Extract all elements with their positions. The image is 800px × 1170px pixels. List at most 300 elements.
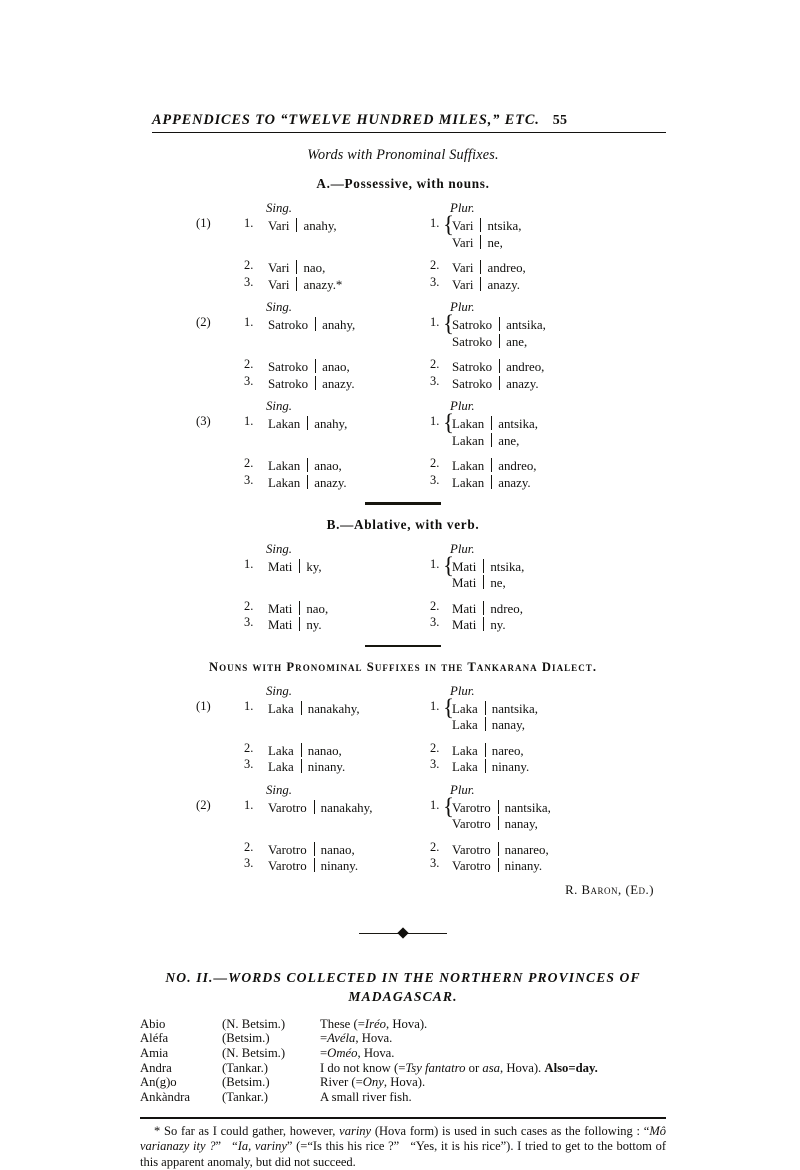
brace-glyph: { xyxy=(443,212,455,238)
column-rule xyxy=(491,433,492,447)
column-rule xyxy=(480,235,481,249)
paradigm-stem: Mati xyxy=(452,576,477,591)
paradigm-person-number: 2. xyxy=(244,357,254,372)
footnote-rule xyxy=(140,1117,666,1119)
column-header-singular: Sing. xyxy=(266,782,292,797)
paradigm-stem: Vari xyxy=(452,235,474,250)
paradigm-person-number: 1. xyxy=(430,216,440,231)
brace-glyph: { xyxy=(443,410,455,436)
column-rule xyxy=(301,701,302,715)
paradigm-cell xyxy=(268,275,342,293)
paradigm-stem: Mati xyxy=(452,601,477,616)
page-number: 55 xyxy=(552,113,568,128)
paradigm-suffix: anazy. xyxy=(487,277,520,292)
column-header-singular: Sing. xyxy=(266,300,292,315)
paradigm-row xyxy=(140,374,666,391)
paradigm-row xyxy=(140,741,666,758)
word-list-dialect: (Tankar.) xyxy=(222,1060,268,1075)
paradigm-suffix: ny. xyxy=(490,618,506,633)
paradigm-suffix: ninany. xyxy=(491,760,530,775)
paradigm-stem: Lakan xyxy=(268,475,301,490)
paradigm-suffix: antsika, xyxy=(498,417,538,432)
paradigm-stem: Satroko xyxy=(452,334,493,349)
column-header-plural: Plur. xyxy=(450,300,475,315)
paradigm-cell xyxy=(268,456,342,474)
column-rule xyxy=(499,376,500,390)
paradigm-group xyxy=(140,300,666,390)
paradigm-group xyxy=(140,542,666,632)
word-list-headword: Amia xyxy=(140,1045,169,1060)
paradigm-suffix: anazy. xyxy=(322,376,355,391)
paradigm-suffix: anao, xyxy=(322,360,350,375)
running-head-title: APPENDICES TO “TWELVE HUNDRED MILES,” ETC. xyxy=(152,112,540,128)
paradigm-group xyxy=(140,201,666,291)
paradigm-stem: Laka xyxy=(268,743,294,758)
column-rule xyxy=(480,277,481,291)
paradigm-cell xyxy=(452,699,538,717)
paradigm-suffix: anazy.* xyxy=(303,277,343,292)
paradigm-cell xyxy=(452,798,551,816)
paradigm-person-number: 2. xyxy=(244,740,254,755)
paradigm-row xyxy=(140,573,666,590)
word-list-dialect: (N. Betsim.) xyxy=(222,1016,286,1031)
column-rule xyxy=(498,858,499,872)
paradigm-stem: Vari xyxy=(268,277,290,292)
column-header-singular: Sing. xyxy=(266,201,292,216)
paradigm-stem: Satroko xyxy=(452,376,493,391)
paradigm-stem: Vari xyxy=(452,261,474,276)
paradigm-row xyxy=(140,357,666,374)
heading-ablative: B.—Ablative, with verb. xyxy=(326,516,480,532)
paradigm-person-number: 2. xyxy=(430,258,440,273)
paradigm-row xyxy=(140,814,666,831)
column-rule xyxy=(499,359,500,373)
paradigm-suffix: ninany. xyxy=(504,859,543,874)
paradigm-suffix: nanao, xyxy=(320,842,355,857)
paradigm-row xyxy=(140,275,666,292)
paradigm-person-number: 2. xyxy=(244,258,254,273)
paradigm-cell xyxy=(268,798,372,816)
paradigm-cell xyxy=(268,315,355,333)
brace-glyph: { xyxy=(443,694,455,720)
column-rule xyxy=(498,800,499,814)
paradigm-cell xyxy=(452,757,529,775)
paradigm-suffix: nantsika, xyxy=(504,800,551,815)
word-list-row xyxy=(140,1090,666,1105)
paradigm-suffix: ky, xyxy=(306,559,322,574)
paradigm-person-number: 2. xyxy=(430,357,440,372)
paradigm-row xyxy=(140,757,666,774)
paradigm-row xyxy=(140,258,666,275)
paradigm-suffix: anazy. xyxy=(314,475,347,490)
paradigm-stem: Vari xyxy=(268,219,290,234)
column-rule xyxy=(491,475,492,489)
paradigm-cell xyxy=(452,615,506,633)
paradigm-stem: Varotro xyxy=(452,859,491,874)
paradigm-suffix: ndreo, xyxy=(490,601,523,616)
column-rule xyxy=(314,858,315,872)
paradigm-person-number: 2. xyxy=(244,598,254,613)
paradigm-suffix: nanakahy, xyxy=(307,701,360,716)
paradigm-cell xyxy=(452,216,522,234)
paradigm-person-number: 1. xyxy=(430,315,440,330)
paradigm-list-tankarana xyxy=(140,684,666,873)
paradigm-row xyxy=(140,856,666,873)
column-rule xyxy=(315,376,316,390)
column-rule xyxy=(499,334,500,348)
paradigm-cell xyxy=(268,374,355,392)
paradigm-cell xyxy=(452,233,503,251)
paradigm-column-headers xyxy=(140,783,666,798)
word-list-headword: Abio xyxy=(140,1016,166,1031)
paradigm-person-number: 2. xyxy=(430,839,440,854)
paradigm-suffix: nantsika, xyxy=(491,701,538,716)
paradigm-cell xyxy=(268,414,347,432)
paradigm-person-number: 3. xyxy=(244,615,254,630)
paradigm-rows xyxy=(140,311,666,391)
word-list-gloss: River (=Ony, Hova). xyxy=(320,1075,426,1090)
paradigm-cell xyxy=(268,615,322,633)
paradigm-stem: Lakan xyxy=(268,417,301,432)
paradigm-column-headers xyxy=(140,300,666,315)
paradigm-person-number: 3. xyxy=(244,856,254,871)
column-rule xyxy=(307,458,308,472)
paradigm-person-number: 3. xyxy=(244,373,254,388)
column-rule xyxy=(483,617,484,631)
paradigm-person-number: 1. xyxy=(244,414,254,429)
paradigm-person-number: 2. xyxy=(430,456,440,471)
paradigm-stem: Varotro xyxy=(452,842,491,857)
paradigm-group-number: (2) xyxy=(196,797,211,812)
divider-rule-1 xyxy=(365,502,441,504)
paradigm-row xyxy=(140,311,666,337)
paradigm-suffix: ane, xyxy=(506,334,528,349)
paradigm-row xyxy=(140,332,666,349)
paradigm-group-number: (3) xyxy=(196,414,211,429)
column-rule xyxy=(483,575,484,589)
paradigm-stem: Lakan xyxy=(452,417,485,432)
column-rule xyxy=(480,260,481,274)
paradigm-stem: Laka xyxy=(452,760,478,775)
column-rule xyxy=(485,701,486,715)
paradigm-group xyxy=(140,399,666,489)
paradigm-stem: Satroko xyxy=(452,360,493,375)
paradigm-cell xyxy=(452,573,506,591)
paradigm-person-number: 1. xyxy=(430,698,440,713)
column-rule xyxy=(315,359,316,373)
paradigm-person-number: 3. xyxy=(430,373,440,388)
column-rule xyxy=(491,458,492,472)
heading-tankarana: Nouns with Pronominal Suffixes in the Tankarana Dialect. xyxy=(208,659,598,674)
paradigm-cell xyxy=(452,431,519,449)
paradigm-stem: Varotro xyxy=(452,800,491,815)
paradigm-suffix: nao, xyxy=(306,601,329,616)
footnote-text: * So far as I could gather, however, variny (Hova form) is used in such cases as the following : “Mô varianazy ity ?” “Ia, variny” (=“Is this his rice ?” “Yes, it is his rice”). I tried to get to the bottom of this apparent anomaly, but did not succeed. xyxy=(140,1123,666,1169)
paradigm-cell xyxy=(268,840,355,858)
paradigm-cell xyxy=(452,715,525,733)
word-list-row xyxy=(140,1017,666,1032)
paradigm-cell xyxy=(452,473,531,491)
paradigm-cell xyxy=(452,856,542,874)
paradigm-cell xyxy=(268,473,347,491)
paradigm-suffix: nanakahy, xyxy=(320,800,373,815)
column-rule xyxy=(296,260,297,274)
paradigm-stem: Laka xyxy=(452,743,478,758)
paradigm-stem: Varotro xyxy=(268,800,307,815)
paradigm-column-headers xyxy=(140,684,666,699)
paradigm-rows xyxy=(140,410,666,490)
paradigm-group-number: (1) xyxy=(196,698,211,713)
column-rule xyxy=(307,475,308,489)
paradigm-cell xyxy=(268,856,358,874)
paradigm-suffix: antsika, xyxy=(506,318,546,333)
paradigm-cell xyxy=(268,258,325,276)
column-header-plural: Plur. xyxy=(450,201,475,216)
paradigm-cell xyxy=(452,258,526,276)
divider-rule-2 xyxy=(365,645,441,647)
paradigm-cell xyxy=(452,414,538,432)
paradigm-suffix: anazy. xyxy=(498,475,531,490)
paradigm-stem: Mati xyxy=(268,601,293,616)
column-header-plural: Plur. xyxy=(450,541,475,556)
paradigm-stem: Lakan xyxy=(452,459,485,474)
paradigm-cell xyxy=(452,456,537,474)
column-header-singular: Sing. xyxy=(266,541,292,556)
paradigm-person-number: 1. xyxy=(430,556,440,571)
paradigm-cell xyxy=(268,216,337,234)
paradigm-cell xyxy=(452,315,546,333)
paradigm-stem: Mati xyxy=(268,559,293,574)
diamond-icon xyxy=(397,927,408,938)
paradigm-stem: Vari xyxy=(452,219,474,234)
word-list-row xyxy=(140,1031,666,1046)
column-rule xyxy=(301,743,302,757)
paradigm-rows xyxy=(140,552,666,633)
paradigm-suffix: nanao, xyxy=(307,743,342,758)
article-2-title-line-1: NO. II.—WORDS COLLECTED IN THE NORTHERN PROVINCES OF xyxy=(165,969,641,985)
article-2-title-line-2: MADAGASCAR. xyxy=(348,988,458,1004)
column-rule xyxy=(299,617,300,631)
paradigm-stem: Varotro xyxy=(268,842,307,857)
paradigm-person-number: 3. xyxy=(430,274,440,289)
paradigm-person-number: 2. xyxy=(430,740,440,755)
signature: R. Baron, (Ed.) xyxy=(565,882,654,897)
heading-possessive: A.—Possessive, with nouns. xyxy=(316,176,490,192)
paradigm-stem: Satroko xyxy=(268,360,309,375)
paradigm-row xyxy=(140,456,666,473)
paradigm-column-headers xyxy=(140,542,666,557)
paradigm-list-ablative xyxy=(140,542,666,632)
paradigm-group xyxy=(140,684,666,774)
paradigm-row xyxy=(140,473,666,490)
paradigm-stem: Varotro xyxy=(452,817,491,832)
paradigm-stem: Laka xyxy=(452,718,478,733)
paradigm-person-number: 3. xyxy=(244,274,254,289)
column-rule xyxy=(296,218,297,232)
paradigm-person-number: 1. xyxy=(244,315,254,330)
paradigm-cell xyxy=(268,699,360,717)
paradigm-suffix: ne, xyxy=(490,576,506,591)
article-2-title xyxy=(140,968,666,1006)
paradigm-person-number: 3. xyxy=(244,757,254,772)
word-list-gloss: I do not know (=Tsy fantatro or asa, Hova). Also=day. xyxy=(320,1060,598,1075)
word-list-gloss: =Avéla, Hova. xyxy=(320,1031,393,1046)
paradigm-person-number: 1. xyxy=(430,797,440,812)
paradigm-person-number: 1. xyxy=(244,698,254,713)
paradigm-suffix: ntsika, xyxy=(490,559,525,574)
paradigm-stem: Vari xyxy=(268,261,290,276)
paradigm-cell xyxy=(452,357,544,375)
paradigm-cell xyxy=(268,357,350,375)
paradigm-stem: Laka xyxy=(268,760,294,775)
page-content xyxy=(140,112,666,1170)
paradigm-suffix: nareo, xyxy=(491,743,524,758)
paradigm-stem: Satroko xyxy=(268,318,309,333)
paradigm-person-number: 3. xyxy=(244,472,254,487)
column-rule xyxy=(485,743,486,757)
column-rule xyxy=(483,601,484,615)
paradigm-person-number: 1. xyxy=(244,556,254,571)
paradigm-row xyxy=(140,233,666,250)
column-rule xyxy=(314,842,315,856)
column-rule xyxy=(499,317,500,331)
paradigm-cell xyxy=(268,557,322,575)
paradigm-stem: Lakan xyxy=(268,459,301,474)
paradigm-stem: Lakan xyxy=(452,475,485,490)
column-rule xyxy=(485,717,486,731)
column-rule xyxy=(491,416,492,430)
paradigm-group-number: (2) xyxy=(196,315,211,330)
word-list-gloss: =Oméo, Hova. xyxy=(320,1045,395,1060)
word-list-row xyxy=(140,1046,666,1061)
column-rule xyxy=(314,800,315,814)
paradigm-stem: Lakan xyxy=(452,433,485,448)
paradigm-cell xyxy=(268,599,328,617)
paradigm-person-number: 1. xyxy=(430,414,440,429)
word-list-row xyxy=(140,1061,666,1076)
column-header-singular: Sing. xyxy=(266,683,292,698)
paradigm-stem: Mati xyxy=(452,559,477,574)
paradigm-suffix: ne, xyxy=(487,235,503,250)
paradigm-suffix: nanareo, xyxy=(504,842,549,857)
word-list-headword: Ankàndra xyxy=(140,1089,191,1104)
paradigm-suffix: nanay, xyxy=(504,817,538,832)
paradigm-stem: Mati xyxy=(452,618,477,633)
paradigm-suffix: ninany. xyxy=(320,859,359,874)
column-rule xyxy=(498,842,499,856)
word-list-dialect: (Betsim.) xyxy=(222,1075,270,1090)
paradigm-cell xyxy=(452,557,524,575)
paradigm-stem: Vari xyxy=(452,277,474,292)
paradigm-person-number: 3. xyxy=(430,615,440,630)
running-head xyxy=(140,112,666,131)
paradigm-person-number: 2. xyxy=(430,598,440,613)
paradigm-person-number: 3. xyxy=(430,757,440,772)
paradigm-stem: Mati xyxy=(268,618,293,633)
paradigm-rows xyxy=(140,694,666,775)
paradigm-cell xyxy=(452,814,538,832)
column-header-plural: Plur. xyxy=(450,782,475,797)
column-header-singular: Sing. xyxy=(266,399,292,414)
word-list-headword: Aléfa xyxy=(140,1031,169,1046)
word-list-dialect: (Betsim.) xyxy=(222,1031,270,1046)
paradigm-suffix: andreo, xyxy=(498,459,537,474)
paradigm-rows xyxy=(140,793,666,874)
paradigm-cell xyxy=(268,741,342,759)
paradigm-suffix: anahy, xyxy=(314,417,348,432)
paradigm-row xyxy=(140,793,666,819)
paradigm-list-possessive xyxy=(140,201,666,489)
paradigm-suffix: nao, xyxy=(303,261,326,276)
paradigm-stem: Satroko xyxy=(452,318,493,333)
paradigm-suffix: ninany. xyxy=(307,760,346,775)
column-rule xyxy=(307,416,308,430)
paradigm-row xyxy=(140,715,666,732)
word-list-gloss: These (=Iréo, Hova). xyxy=(320,1016,428,1031)
brace-glyph: { xyxy=(443,552,455,578)
paradigm-row xyxy=(140,212,666,238)
paradigm-row xyxy=(140,599,666,616)
paradigm-suffix: anahy, xyxy=(303,219,337,234)
word-list xyxy=(140,1017,666,1105)
paradigm-group xyxy=(140,783,666,873)
paradigm-cell xyxy=(452,840,549,858)
header-rule xyxy=(152,132,666,133)
section-title: Words with Pronominal Suffixes. xyxy=(307,147,499,164)
column-header-plural: Plur. xyxy=(450,683,475,698)
paradigm-suffix: ntsika, xyxy=(487,219,522,234)
paradigm-suffix: andreo, xyxy=(506,360,545,375)
paradigm-row xyxy=(140,615,666,632)
column-rule xyxy=(299,559,300,573)
paradigm-person-number: 2. xyxy=(244,839,254,854)
word-list-headword: Andra xyxy=(140,1060,172,1075)
paradigm-stem: Satroko xyxy=(268,376,309,391)
paradigm-rows xyxy=(140,212,666,292)
paradigm-suffix: anazy. xyxy=(506,376,539,391)
word-list-gloss: A small river fish. xyxy=(320,1089,412,1104)
paradigm-column-headers xyxy=(140,399,666,414)
paradigm-suffix: andreo, xyxy=(487,261,526,276)
paradigm-suffix: nanay, xyxy=(491,718,525,733)
column-header-plural: Plur. xyxy=(450,399,475,414)
paradigm-person-number: 3. xyxy=(430,856,440,871)
paradigm-cell xyxy=(452,332,527,350)
paradigm-column-headers xyxy=(140,201,666,216)
paradigm-cell xyxy=(452,374,539,392)
column-rule xyxy=(296,277,297,291)
paradigm-cell xyxy=(452,599,523,617)
paradigm-cell xyxy=(268,757,345,775)
paradigm-row xyxy=(140,694,666,720)
word-list-row xyxy=(140,1075,666,1090)
paradigm-person-number: 2. xyxy=(244,456,254,471)
column-rule xyxy=(301,759,302,773)
paradigm-row xyxy=(140,840,666,857)
paradigm-cell xyxy=(452,275,520,293)
paradigm-cell xyxy=(452,741,524,759)
word-list-headword: An(g)o xyxy=(140,1075,177,1090)
column-rule xyxy=(315,317,316,331)
paradigm-stem: Laka xyxy=(268,701,294,716)
paradigm-suffix: anao, xyxy=(314,459,342,474)
paradigm-row xyxy=(140,552,666,578)
column-rule xyxy=(485,759,486,773)
paradigm-suffix: ane, xyxy=(498,433,520,448)
paradigm-stem: Varotro xyxy=(268,859,307,874)
paradigm-group-number: (1) xyxy=(196,216,211,231)
paradigm-row xyxy=(140,410,666,436)
